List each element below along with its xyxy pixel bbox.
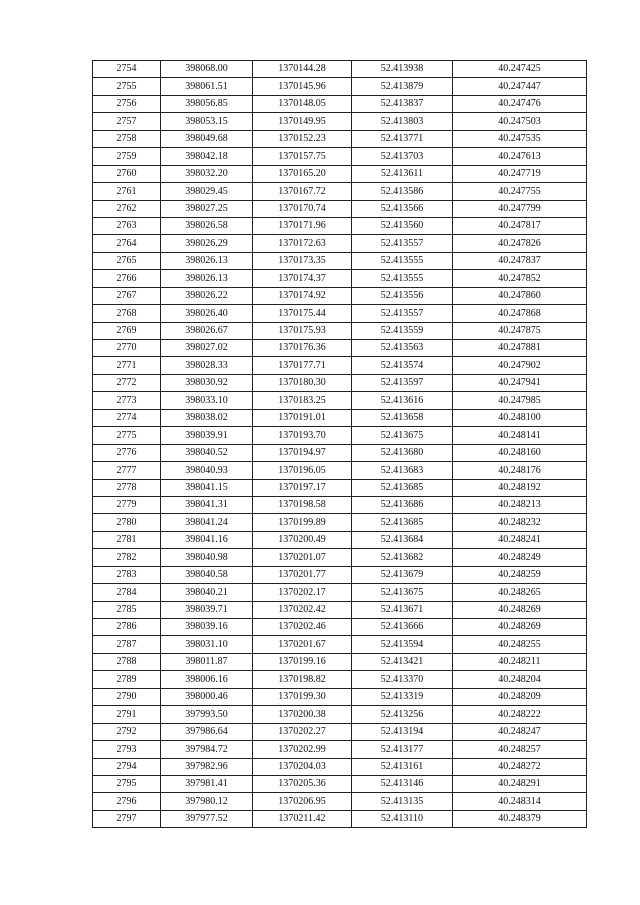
y-coordinate-cell: 1370167.72	[253, 183, 352, 200]
y-coordinate-cell: 1370194.97	[253, 444, 352, 461]
y-coordinate-cell: 1370196.05	[253, 462, 352, 479]
point-number-cell: 2762	[93, 200, 161, 217]
longitude-cell: 40.248213	[453, 496, 587, 513]
latitude-cell: 52.413319	[352, 688, 453, 705]
latitude-cell: 52.413684	[352, 531, 453, 548]
y-coordinate-cell: 1370201.67	[253, 636, 352, 653]
table-row	[93, 78, 587, 95]
table-row	[93, 95, 587, 112]
longitude-cell: 40.247826	[453, 235, 587, 252]
longitude-cell: 40.248241	[453, 531, 587, 548]
y-coordinate-cell: 1370193.70	[253, 427, 352, 444]
latitude-cell: 52.413135	[352, 793, 453, 810]
point-number-cell: 2761	[93, 183, 161, 200]
y-coordinate-cell: 1370202.46	[253, 619, 352, 636]
x-coordinate-cell: 398026.22	[161, 287, 253, 304]
table-row	[93, 514, 587, 531]
point-number-cell: 2770	[93, 340, 161, 357]
longitude-cell: 40.247852	[453, 270, 587, 287]
longitude-cell: 40.248291	[453, 775, 587, 792]
x-coordinate-cell: 398026.13	[161, 270, 253, 287]
y-coordinate-cell: 1370174.37	[253, 270, 352, 287]
point-number-cell: 2784	[93, 584, 161, 601]
x-coordinate-cell: 398041.15	[161, 479, 253, 496]
x-coordinate-cell: 398061.51	[161, 78, 253, 95]
longitude-cell: 40.247719	[453, 165, 587, 182]
longitude-cell: 40.248211	[453, 653, 587, 670]
point-number-cell: 2754	[93, 61, 161, 78]
y-coordinate-cell: 1370204.03	[253, 758, 352, 775]
table-row	[93, 305, 587, 322]
latitude-cell: 52.413146	[352, 775, 453, 792]
latitude-cell: 52.413594	[352, 636, 453, 653]
table-row	[93, 462, 587, 479]
point-number-cell: 2765	[93, 252, 161, 269]
longitude-cell: 40.248255	[453, 636, 587, 653]
table-row	[93, 427, 587, 444]
table-row	[93, 549, 587, 566]
x-coordinate-cell: 398041.16	[161, 531, 253, 548]
longitude-cell: 40.247817	[453, 217, 587, 234]
latitude-cell: 52.413682	[352, 549, 453, 566]
x-coordinate-cell: 398031.10	[161, 636, 253, 653]
point-number-cell: 2771	[93, 357, 161, 374]
point-number-cell: 2789	[93, 671, 161, 688]
y-coordinate-cell: 1370173.35	[253, 252, 352, 269]
y-coordinate-cell: 1370148.05	[253, 95, 352, 112]
x-coordinate-cell: 398026.67	[161, 322, 253, 339]
table-row	[93, 531, 587, 548]
point-number-cell: 2782	[93, 549, 161, 566]
latitude-cell: 52.413703	[352, 148, 453, 165]
x-coordinate-cell: 398041.31	[161, 496, 253, 513]
x-coordinate-cell: 398000.46	[161, 688, 253, 705]
table-row	[93, 183, 587, 200]
table-row	[93, 130, 587, 147]
point-number-cell: 2790	[93, 688, 161, 705]
point-number-cell: 2781	[93, 531, 161, 548]
latitude-cell: 52.413686	[352, 496, 453, 513]
longitude-cell: 40.247875	[453, 322, 587, 339]
table-row	[93, 758, 587, 775]
y-coordinate-cell: 1370202.17	[253, 584, 352, 601]
latitude-cell: 52.413680	[352, 444, 453, 461]
x-coordinate-cell: 398040.93	[161, 462, 253, 479]
latitude-cell: 52.413556	[352, 287, 453, 304]
longitude-cell: 40.247860	[453, 287, 587, 304]
longitude-cell: 40.248259	[453, 566, 587, 583]
latitude-cell: 52.413671	[352, 601, 453, 618]
point-number-cell: 2786	[93, 619, 161, 636]
latitude-cell: 52.413616	[352, 392, 453, 409]
point-number-cell: 2794	[93, 758, 161, 775]
latitude-cell: 52.413566	[352, 200, 453, 217]
table-row	[93, 113, 587, 130]
longitude-cell: 40.248204	[453, 671, 587, 688]
table-row	[93, 636, 587, 653]
table-row	[93, 793, 587, 810]
y-coordinate-cell: 1370175.93	[253, 322, 352, 339]
y-coordinate-cell: 1370199.16	[253, 653, 352, 670]
latitude-cell: 52.413879	[352, 78, 453, 95]
latitude-cell: 52.413563	[352, 340, 453, 357]
point-number-cell: 2796	[93, 793, 161, 810]
table-row	[93, 409, 587, 426]
y-coordinate-cell: 1370152.23	[253, 130, 352, 147]
x-coordinate-cell: 398006.16	[161, 671, 253, 688]
longitude-cell: 40.248100	[453, 409, 587, 426]
x-coordinate-cell: 398039.91	[161, 427, 253, 444]
x-coordinate-cell: 398049.68	[161, 130, 253, 147]
y-coordinate-cell: 1370170.74	[253, 200, 352, 217]
y-coordinate-cell: 1370197.17	[253, 479, 352, 496]
point-number-cell: 2773	[93, 392, 161, 409]
longitude-cell: 40.247868	[453, 305, 587, 322]
point-number-cell: 2775	[93, 427, 161, 444]
longitude-cell: 40.248265	[453, 584, 587, 601]
longitude-cell: 40.248257	[453, 741, 587, 758]
x-coordinate-cell: 398053.15	[161, 113, 253, 130]
longitude-cell: 40.247447	[453, 78, 587, 95]
table-row	[93, 479, 587, 496]
x-coordinate-cell: 398038.02	[161, 409, 253, 426]
y-coordinate-cell: 1370183.25	[253, 392, 352, 409]
point-number-cell: 2792	[93, 723, 161, 740]
longitude-cell: 40.247799	[453, 200, 587, 217]
x-coordinate-cell: 398032.20	[161, 165, 253, 182]
table-row	[93, 340, 587, 357]
latitude-cell: 52.413771	[352, 130, 453, 147]
longitude-cell: 40.247535	[453, 130, 587, 147]
latitude-cell: 52.413555	[352, 252, 453, 269]
table-row	[93, 252, 587, 269]
point-number-cell: 2769	[93, 322, 161, 339]
x-coordinate-cell: 398027.25	[161, 200, 253, 217]
table-row	[93, 601, 587, 618]
longitude-cell: 40.247902	[453, 357, 587, 374]
coordinates-table-body	[93, 61, 587, 828]
point-number-cell: 2778	[93, 479, 161, 496]
table-row	[93, 619, 587, 636]
y-coordinate-cell: 1370202.99	[253, 741, 352, 758]
longitude-cell: 40.247985	[453, 392, 587, 409]
table-row	[93, 671, 587, 688]
latitude-cell: 52.413194	[352, 723, 453, 740]
y-coordinate-cell: 1370202.27	[253, 723, 352, 740]
x-coordinate-cell: 397984.72	[161, 741, 253, 758]
table-row	[93, 496, 587, 513]
y-coordinate-cell: 1370145.96	[253, 78, 352, 95]
longitude-cell: 40.248160	[453, 444, 587, 461]
x-coordinate-cell: 398029.45	[161, 183, 253, 200]
latitude-cell: 52.413803	[352, 113, 453, 130]
y-coordinate-cell: 1370174.92	[253, 287, 352, 304]
point-number-cell: 2797	[93, 810, 161, 827]
latitude-cell: 52.413685	[352, 514, 453, 531]
longitude-cell: 40.248176	[453, 462, 587, 479]
table-row	[93, 392, 587, 409]
x-coordinate-cell: 398042.18	[161, 148, 253, 165]
y-coordinate-cell: 1370176.36	[253, 340, 352, 357]
x-coordinate-cell: 398039.16	[161, 619, 253, 636]
latitude-cell: 52.413611	[352, 165, 453, 182]
y-coordinate-cell: 1370201.07	[253, 549, 352, 566]
longitude-cell: 40.248249	[453, 549, 587, 566]
y-coordinate-cell: 1370165.20	[253, 165, 352, 182]
point-number-cell: 2779	[93, 496, 161, 513]
coordinates-table	[92, 60, 587, 828]
y-coordinate-cell: 1370191.01	[253, 409, 352, 426]
table-row	[93, 810, 587, 827]
y-coordinate-cell: 1370198.82	[253, 671, 352, 688]
y-coordinate-cell: 1370172.63	[253, 235, 352, 252]
longitude-cell: 40.248141	[453, 427, 587, 444]
table-row	[93, 270, 587, 287]
latitude-cell: 52.413256	[352, 706, 453, 723]
point-number-cell: 2772	[93, 374, 161, 391]
point-number-cell: 2759	[93, 148, 161, 165]
x-coordinate-cell: 398040.98	[161, 549, 253, 566]
longitude-cell: 40.248247	[453, 723, 587, 740]
point-number-cell: 2785	[93, 601, 161, 618]
latitude-cell: 52.413675	[352, 427, 453, 444]
longitude-cell: 40.248379	[453, 810, 587, 827]
x-coordinate-cell: 398040.58	[161, 566, 253, 583]
y-coordinate-cell: 1370171.96	[253, 217, 352, 234]
latitude-cell: 52.413837	[352, 95, 453, 112]
table-row	[93, 653, 587, 670]
table-row	[93, 357, 587, 374]
table-row	[93, 706, 587, 723]
point-number-cell: 2791	[93, 706, 161, 723]
longitude-cell: 40.248222	[453, 706, 587, 723]
y-coordinate-cell: 1370177.71	[253, 357, 352, 374]
point-number-cell: 2766	[93, 270, 161, 287]
latitude-cell: 52.413177	[352, 741, 453, 758]
x-coordinate-cell: 397982.96	[161, 758, 253, 775]
y-coordinate-cell: 1370201.77	[253, 566, 352, 583]
x-coordinate-cell: 397986.64	[161, 723, 253, 740]
x-coordinate-cell: 398056.85	[161, 95, 253, 112]
latitude-cell: 52.413675	[352, 584, 453, 601]
y-coordinate-cell: 1370157.75	[253, 148, 352, 165]
latitude-cell: 52.413555	[352, 270, 453, 287]
table-row	[93, 235, 587, 252]
x-coordinate-cell: 398027.02	[161, 340, 253, 357]
x-coordinate-cell: 398011.87	[161, 653, 253, 670]
point-number-cell: 2768	[93, 305, 161, 322]
point-number-cell: 2795	[93, 775, 161, 792]
longitude-cell: 40.248314	[453, 793, 587, 810]
table-row	[93, 444, 587, 461]
table-row	[93, 148, 587, 165]
point-number-cell: 2763	[93, 217, 161, 234]
y-coordinate-cell: 1370211.42	[253, 810, 352, 827]
y-coordinate-cell: 1370205.36	[253, 775, 352, 792]
table-row	[93, 61, 587, 78]
latitude-cell: 52.413557	[352, 305, 453, 322]
point-number-cell: 2755	[93, 78, 161, 95]
point-number-cell: 2787	[93, 636, 161, 653]
y-coordinate-cell: 1370175.44	[253, 305, 352, 322]
y-coordinate-cell: 1370200.49	[253, 531, 352, 548]
point-number-cell: 2793	[93, 741, 161, 758]
longitude-cell: 40.248272	[453, 758, 587, 775]
y-coordinate-cell: 1370206.95	[253, 793, 352, 810]
latitude-cell: 52.413421	[352, 653, 453, 670]
longitude-cell: 40.248269	[453, 601, 587, 618]
x-coordinate-cell: 398068.00	[161, 61, 253, 78]
table-row	[93, 322, 587, 339]
x-coordinate-cell: 397980.12	[161, 793, 253, 810]
x-coordinate-cell: 398039.71	[161, 601, 253, 618]
x-coordinate-cell: 398026.40	[161, 305, 253, 322]
table-row	[93, 584, 587, 601]
longitude-cell: 40.248209	[453, 688, 587, 705]
point-number-cell: 2776	[93, 444, 161, 461]
table-row	[93, 165, 587, 182]
point-number-cell: 2780	[93, 514, 161, 531]
table-row	[93, 688, 587, 705]
latitude-cell: 52.413559	[352, 322, 453, 339]
latitude-cell: 52.413586	[352, 183, 453, 200]
longitude-cell: 40.247837	[453, 252, 587, 269]
point-number-cell: 2756	[93, 95, 161, 112]
longitude-cell: 40.247476	[453, 95, 587, 112]
x-coordinate-cell: 398041.24	[161, 514, 253, 531]
longitude-cell: 40.247881	[453, 340, 587, 357]
y-coordinate-cell: 1370144.28	[253, 61, 352, 78]
y-coordinate-cell: 1370198.58	[253, 496, 352, 513]
latitude-cell: 52.413683	[352, 462, 453, 479]
point-number-cell: 2788	[93, 653, 161, 670]
y-coordinate-cell: 1370180.30	[253, 374, 352, 391]
x-coordinate-cell: 397981.41	[161, 775, 253, 792]
table-row	[93, 775, 587, 792]
longitude-cell: 40.247941	[453, 374, 587, 391]
point-number-cell: 2758	[93, 130, 161, 147]
latitude-cell: 52.413574	[352, 357, 453, 374]
table-row	[93, 200, 587, 217]
x-coordinate-cell: 398033.10	[161, 392, 253, 409]
longitude-cell: 40.248232	[453, 514, 587, 531]
point-number-cell: 2767	[93, 287, 161, 304]
x-coordinate-cell: 398040.21	[161, 584, 253, 601]
latitude-cell: 52.413666	[352, 619, 453, 636]
table-row	[93, 287, 587, 304]
point-number-cell: 2777	[93, 462, 161, 479]
point-number-cell: 2783	[93, 566, 161, 583]
table-row	[93, 566, 587, 583]
y-coordinate-cell: 1370149.95	[253, 113, 352, 130]
table-row	[93, 374, 587, 391]
latitude-cell: 52.413557	[352, 235, 453, 252]
y-coordinate-cell: 1370199.89	[253, 514, 352, 531]
table-row	[93, 217, 587, 234]
longitude-cell: 40.247613	[453, 148, 587, 165]
longitude-cell: 40.248192	[453, 479, 587, 496]
x-coordinate-cell: 397993.50	[161, 706, 253, 723]
latitude-cell: 52.413161	[352, 758, 453, 775]
point-number-cell: 2774	[93, 409, 161, 426]
latitude-cell: 52.413685	[352, 479, 453, 496]
latitude-cell: 52.413110	[352, 810, 453, 827]
latitude-cell: 52.413560	[352, 217, 453, 234]
latitude-cell: 52.413938	[352, 61, 453, 78]
point-number-cell: 2760	[93, 165, 161, 182]
point-number-cell: 2757	[93, 113, 161, 130]
x-coordinate-cell: 397977.52	[161, 810, 253, 827]
x-coordinate-cell: 398026.58	[161, 217, 253, 234]
table-row	[93, 723, 587, 740]
latitude-cell: 52.413597	[352, 374, 453, 391]
latitude-cell: 52.413679	[352, 566, 453, 583]
point-number-cell: 2764	[93, 235, 161, 252]
x-coordinate-cell: 398026.29	[161, 235, 253, 252]
x-coordinate-cell: 398026.13	[161, 252, 253, 269]
y-coordinate-cell: 1370199.30	[253, 688, 352, 705]
x-coordinate-cell: 398040.52	[161, 444, 253, 461]
longitude-cell: 40.247503	[453, 113, 587, 130]
latitude-cell: 52.413370	[352, 671, 453, 688]
table-row	[93, 741, 587, 758]
longitude-cell: 40.248269	[453, 619, 587, 636]
y-coordinate-cell: 1370202.42	[253, 601, 352, 618]
x-coordinate-cell: 398028.33	[161, 357, 253, 374]
x-coordinate-cell: 398030.92	[161, 374, 253, 391]
longitude-cell: 40.247755	[453, 183, 587, 200]
y-coordinate-cell: 1370200.38	[253, 706, 352, 723]
latitude-cell: 52.413658	[352, 409, 453, 426]
longitude-cell: 40.247425	[453, 61, 587, 78]
